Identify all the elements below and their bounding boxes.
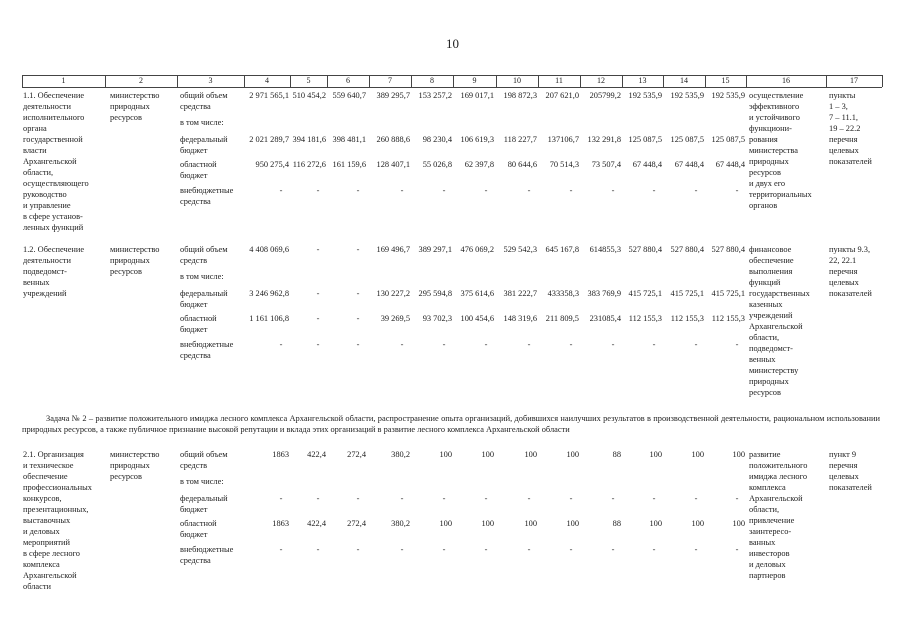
header-column-number: 10 xyxy=(513,76,521,85)
amount-cell: 527 880,4 xyxy=(670,245,704,254)
amount-cell: 3 246 962,8 xyxy=(249,289,289,298)
amount-cell: 1863 xyxy=(272,450,289,459)
funding-source-label: федеральный бюджет xyxy=(180,494,228,514)
funding-source-label: федеральный бюджет xyxy=(180,289,228,309)
task-heading: Задача № 2 – развитие положительного имиджа лесного комплекса Архангельской области, распространение опыта организаций, добившихся наилучших результатов в производственной деятельности, рациональном использовании природных ресурсов, а также публичное признание высокой репутации и вклада этих организаций в развитие лесного комплекса Архангельской области xyxy=(22,414,880,434)
executor: министерство природных ресурсов xyxy=(110,450,160,481)
amount-cell: 207 621,0 xyxy=(545,91,579,100)
amount-cell: 476 069,2 xyxy=(460,245,494,254)
amount-cell: 559 640,7 xyxy=(332,91,366,100)
amount-cell: 381 222,7 xyxy=(503,289,537,298)
amount-cell: - xyxy=(652,545,656,554)
amount-cell: - xyxy=(611,340,615,349)
amount-cell: 1 161 106,8 xyxy=(249,314,289,323)
amount-cell: 211 809,5 xyxy=(545,314,579,323)
amount-cell: - xyxy=(356,494,360,503)
amount-cell: 148 319,6 xyxy=(503,314,537,323)
amount-cell: 272,4 xyxy=(347,450,366,459)
target-indicators: пункт 9 перечня целевых показателей xyxy=(829,450,872,492)
expected-result: осуществление эффективного и устойчивого функциони- рования министерства природных ресурсов и двух его территориальных органов xyxy=(749,91,812,210)
amount-cell: - xyxy=(356,186,360,195)
header-column-number: 11 xyxy=(555,76,563,85)
amount-cell: 100 xyxy=(481,450,494,459)
amount-cell: 112 155,3 xyxy=(711,314,745,323)
amount-cell: 1863 xyxy=(272,519,289,528)
amount-cell: 39 269,5 xyxy=(380,314,410,323)
amount-cell: - xyxy=(735,545,739,554)
funding-source-label: в том числе: xyxy=(180,272,224,281)
amount-cell: - xyxy=(735,340,739,349)
amount-cell: 398 481,1 xyxy=(332,135,366,144)
amount-cell: - xyxy=(356,289,360,298)
target-indicators: пункты 9.3, 22, 22.1 перечня целевых показателей xyxy=(829,245,872,298)
amount-cell: 100 xyxy=(481,519,494,528)
header-column-number: 12 xyxy=(597,76,605,85)
funding-source-label: внебюджетные средства xyxy=(180,545,234,565)
amount-cell: 415 725,1 xyxy=(670,289,704,298)
amount-cell: - xyxy=(527,186,531,195)
amount-cell: 2 021 289,7 xyxy=(249,135,289,144)
amount-cell: - xyxy=(735,186,739,195)
amount-cell: 205799,2 xyxy=(589,91,621,100)
amount-cell: 118 227,7 xyxy=(503,135,537,144)
amount-cell: 510 454,2 xyxy=(292,91,326,100)
executor: министерство природных ресурсов xyxy=(110,245,160,276)
amount-cell: 100 xyxy=(566,519,579,528)
amount-cell: 153 257,2 xyxy=(418,91,452,100)
header-column-number: 16 xyxy=(782,76,790,85)
funding-source-label: областной бюджет xyxy=(180,519,217,539)
amount-cell: - xyxy=(484,494,488,503)
amount-cell: - xyxy=(356,245,360,254)
funding-source-label: в том числе: xyxy=(180,477,224,486)
amount-cell: 73 507,4 xyxy=(591,160,621,169)
amount-cell: 2 971 565,1 xyxy=(249,91,289,100)
amount-cell: 645 167,8 xyxy=(545,245,579,254)
amount-cell: 169 496,7 xyxy=(376,245,410,254)
measure-name: 2.1. Организация и техническое обеспечение профессиональных конкурсов, презентационных, выставочных и деловых мероприятий в сфере лесного комплекса Архангельской области xyxy=(23,450,92,591)
amount-cell: 55 026,8 xyxy=(422,160,452,169)
amount-cell: - xyxy=(400,494,404,503)
amount-cell: - xyxy=(694,494,698,503)
amount-cell: 192 535,9 xyxy=(628,91,662,100)
header-column-number: 1 xyxy=(61,76,66,85)
amount-cell: 88 xyxy=(612,519,621,528)
header-column-number: 5 xyxy=(306,76,311,85)
amount-cell: 415 725,1 xyxy=(711,289,745,298)
amount-cell: 112 155,3 xyxy=(670,314,704,323)
amount-cell: 125 087,5 xyxy=(670,135,704,144)
amount-cell: - xyxy=(316,186,320,195)
amount-cell: 433358,3 xyxy=(547,289,579,298)
amount-cell: - xyxy=(694,545,698,554)
amount-cell: 527 880,4 xyxy=(628,245,662,254)
amount-cell: - xyxy=(400,545,404,554)
amount-cell: 527 880,4 xyxy=(711,245,745,254)
amount-cell: - xyxy=(694,340,698,349)
amount-cell: - xyxy=(400,340,404,349)
amount-cell: 70 514,3 xyxy=(549,160,579,169)
amount-cell: 112 155,3 xyxy=(628,314,662,323)
amount-cell: 67 448,4 xyxy=(715,160,745,169)
amount-cell: 100 xyxy=(691,450,704,459)
amount-cell: 950 275,4 xyxy=(255,160,289,169)
amount-cell: - xyxy=(356,340,360,349)
amount-cell: 380,2 xyxy=(391,519,410,528)
amount-cell: - xyxy=(694,186,698,195)
amount-cell: - xyxy=(484,545,488,554)
amount-cell: 389 295,7 xyxy=(376,91,410,100)
header-column-number: 2 xyxy=(139,76,143,85)
header-column-number: 8 xyxy=(430,76,434,85)
amount-cell: - xyxy=(484,340,488,349)
amount-cell: 198 872,3 xyxy=(503,91,537,100)
amount-cell: - xyxy=(400,186,404,195)
amount-cell: 106 619,3 xyxy=(460,135,494,144)
amount-cell: 100 xyxy=(732,450,745,459)
funding-source-label: областной бюджет xyxy=(180,160,217,180)
amount-cell: 125 087,5 xyxy=(628,135,662,144)
amount-cell: 100 xyxy=(439,519,452,528)
amount-cell: - xyxy=(442,545,446,554)
header-column-number: 6 xyxy=(346,76,350,85)
amount-cell: 100 454,6 xyxy=(460,314,494,323)
amount-cell: - xyxy=(527,340,531,349)
amount-cell: 260 888,6 xyxy=(376,135,410,144)
amount-cell: - xyxy=(279,494,283,503)
amount-cell: - xyxy=(356,314,360,323)
target-indicators: пункты 1 – 3, 7 – 11.1, 19 – 22.2 перечня целевых показателей xyxy=(829,91,872,166)
amount-cell: - xyxy=(279,340,283,349)
amount-cell: 62 397,8 xyxy=(464,160,494,169)
header-col-divider xyxy=(882,75,883,87)
amount-cell: - xyxy=(735,494,739,503)
expected-result: финансовое обеспечение выполнения функций государственных казенных учреждений Архангельской области, подведомст- венных министерству природных ресурсов xyxy=(749,245,810,397)
header-column-number: 3 xyxy=(208,76,213,85)
amount-cell: 422,4 xyxy=(307,519,326,528)
amount-cell: - xyxy=(652,186,656,195)
amount-cell: - xyxy=(527,545,531,554)
amount-cell: 272,4 xyxy=(347,519,366,528)
amount-cell: 132 291,8 xyxy=(587,135,621,144)
amount-cell: 169 017,1 xyxy=(460,91,494,100)
header-column-number: 15 xyxy=(721,76,730,85)
amount-cell: 383 769,9 xyxy=(587,289,621,298)
amount-cell: - xyxy=(316,545,320,554)
amount-cell: 614855,3 xyxy=(589,245,621,254)
expected-result: развитие положительного имиджа лесного комплекса Архангельской области, привлечение заинтересо- ванных инвесторов и деловых партнеров xyxy=(749,450,808,580)
amount-cell: 100 xyxy=(649,519,662,528)
funding-source-label: федеральный бюджет xyxy=(180,135,228,155)
amount-cell: 422,4 xyxy=(307,450,326,459)
amount-cell: - xyxy=(442,340,446,349)
amount-cell: 100 xyxy=(439,450,452,459)
amount-cell: 98 230,4 xyxy=(422,135,452,144)
header-column-number: 14 xyxy=(680,76,688,85)
funding-source-label: общий объем средств xyxy=(180,450,228,470)
amount-cell: 130 227,2 xyxy=(376,289,410,298)
amount-cell: - xyxy=(316,340,320,349)
amount-cell: 100 xyxy=(732,519,745,528)
amount-cell: - xyxy=(316,314,320,323)
amount-cell: 192 535,9 xyxy=(711,91,745,100)
measure-name: 1.2. Обеспечение деятельности подведомст- венных учреждений xyxy=(23,245,85,298)
amount-cell: - xyxy=(442,494,446,503)
amount-cell: - xyxy=(356,545,360,554)
header-column-number: 9 xyxy=(472,76,477,85)
amount-cell: 295 594,8 xyxy=(418,289,452,298)
amount-cell: - xyxy=(569,545,573,554)
amount-cell: 529 542,3 xyxy=(503,245,537,254)
header-column-number: 13 xyxy=(638,76,647,85)
amount-cell: 93 702,3 xyxy=(422,314,452,323)
amount-cell: - xyxy=(316,494,320,503)
funding-source-label: областной бюджет xyxy=(180,314,217,334)
amount-cell: - xyxy=(569,186,573,195)
amount-cell: 88 xyxy=(612,450,621,459)
funding-source-label: общий объем средства xyxy=(180,91,228,111)
amount-cell: - xyxy=(442,186,446,195)
amount-cell: 137106,7 xyxy=(547,135,579,144)
page-number: 10 xyxy=(446,36,459,51)
amount-cell: 125 087,5 xyxy=(711,135,745,144)
header-column-number: 4 xyxy=(265,76,269,85)
amount-cell: - xyxy=(484,186,488,195)
amount-cell: - xyxy=(611,186,615,195)
measure-name: 1.1. Обеспечение деятельности исполнительного органа государственной власти Архангельской области, осуществляющего руководство и управление в сфере установ- ленных функций xyxy=(23,91,89,232)
amount-cell: - xyxy=(652,494,656,503)
amount-cell: - xyxy=(652,340,656,349)
amount-cell: 128 407,1 xyxy=(376,160,410,169)
amount-cell: - xyxy=(569,494,573,503)
amount-cell: 100 xyxy=(649,450,662,459)
amount-cell: 67 448,4 xyxy=(632,160,662,169)
amount-cell: - xyxy=(279,186,283,195)
amount-cell: 231085,4 xyxy=(589,314,621,323)
amount-cell: 389 297,1 xyxy=(418,245,452,254)
amount-cell: 100 xyxy=(524,519,537,528)
amount-cell: 116 272,6 xyxy=(292,160,326,169)
amount-cell: - xyxy=(611,545,615,554)
header-column-number: 17 xyxy=(850,76,858,85)
amount-cell: 192 535,9 xyxy=(670,91,704,100)
amount-cell: 161 159,6 xyxy=(332,160,366,169)
funding-source-label: внебюджетные средства xyxy=(180,186,234,206)
amount-cell: - xyxy=(279,545,283,554)
funding-source-label: в том числе: xyxy=(180,118,224,127)
amount-cell: 375 614,6 xyxy=(460,289,494,298)
amount-cell: - xyxy=(527,494,531,503)
amount-cell: 67 448,4 xyxy=(674,160,704,169)
amount-cell: 380,2 xyxy=(391,450,410,459)
amount-cell: - xyxy=(316,289,320,298)
header-column-number: 7 xyxy=(388,76,392,85)
amount-cell: 394 181,6 xyxy=(292,135,326,144)
amount-cell: - xyxy=(569,340,573,349)
amount-cell: 100 xyxy=(524,450,537,459)
amount-cell: 100 xyxy=(691,519,704,528)
amount-cell: 415 725,1 xyxy=(628,289,662,298)
amount-cell: 100 xyxy=(566,450,579,459)
amount-cell: 4 408 069,6 xyxy=(249,245,289,254)
executor: министерство природных ресурсов xyxy=(110,91,160,122)
funding-source-label: общий объем средств xyxy=(180,245,228,265)
header-bottom-border xyxy=(22,87,882,88)
amount-cell: - xyxy=(611,494,615,503)
amount-cell: - xyxy=(316,245,320,254)
funding-source-label: внебюджетные средства xyxy=(180,340,234,360)
amount-cell: 80 644,6 xyxy=(507,160,537,169)
